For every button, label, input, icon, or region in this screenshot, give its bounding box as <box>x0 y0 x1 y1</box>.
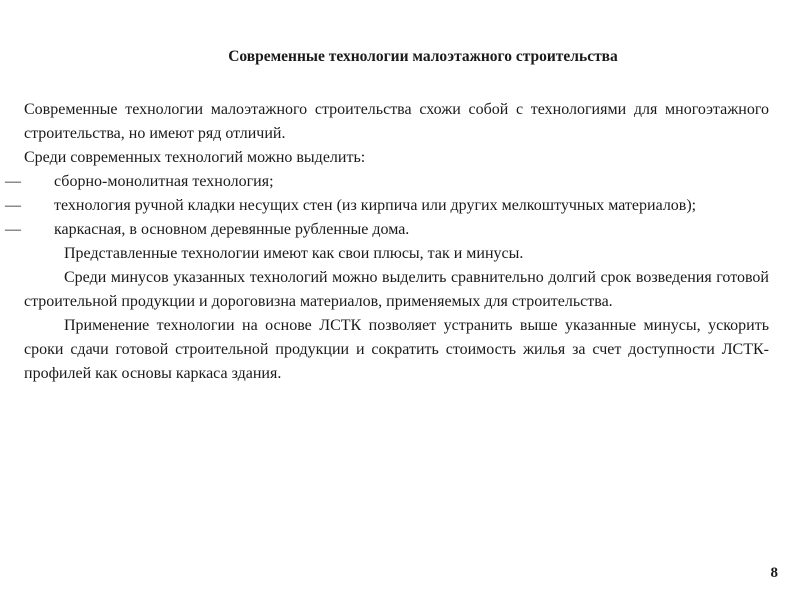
list-item-text: каркасная, в основном деревянные рубленные дома. <box>54 221 410 238</box>
page-number: 8 <box>770 565 778 581</box>
dash-bullet-icon: — <box>5 173 21 190</box>
document-body <box>5 98 769 386</box>
list-item-text: технология ручной кладки несущих стен (из кирпича или других мелкоштучных материалов); <box>54 197 697 214</box>
list-item <box>5 170 769 194</box>
lstk-paragraph: Применение технологии на основе ЛСТК позволяет устранить выше указанные минусы, ускорить сроки сдачи готовой строительной продукции и сократить стоимость жилья за счет доступности ЛСТК-профилей как основы каркаса здания. <box>24 317 769 382</box>
intro-paragraph: Современные технологии малоэтажного строительства схожи собой с технологиями для многоэтажного строительства, но имеют ряд отличий. <box>24 101 769 142</box>
dash-bullet-icon: — <box>5 221 21 238</box>
dash-bullet-icon: — <box>5 197 21 214</box>
lead-in-sentence: Среди современных технологий можно выделить: <box>24 149 366 166</box>
page-title: Современные технологии малоэтажного строительства <box>228 48 618 65</box>
pros-cons-paragraph: Представленные технологии имеют как свои плюсы, так и минусы. <box>64 245 524 262</box>
technology-list <box>5 170 769 242</box>
list-item-text: сборно-монолитная технология; <box>54 173 274 190</box>
drawbacks-paragraph: Среди минусов указанных технологий можно выделить сравнительно долгий срок возведения готовой строительной продукции и дороговизна материалов, применяемых для строительства. <box>24 269 769 310</box>
list-item <box>5 218 769 242</box>
list-item <box>5 194 769 218</box>
